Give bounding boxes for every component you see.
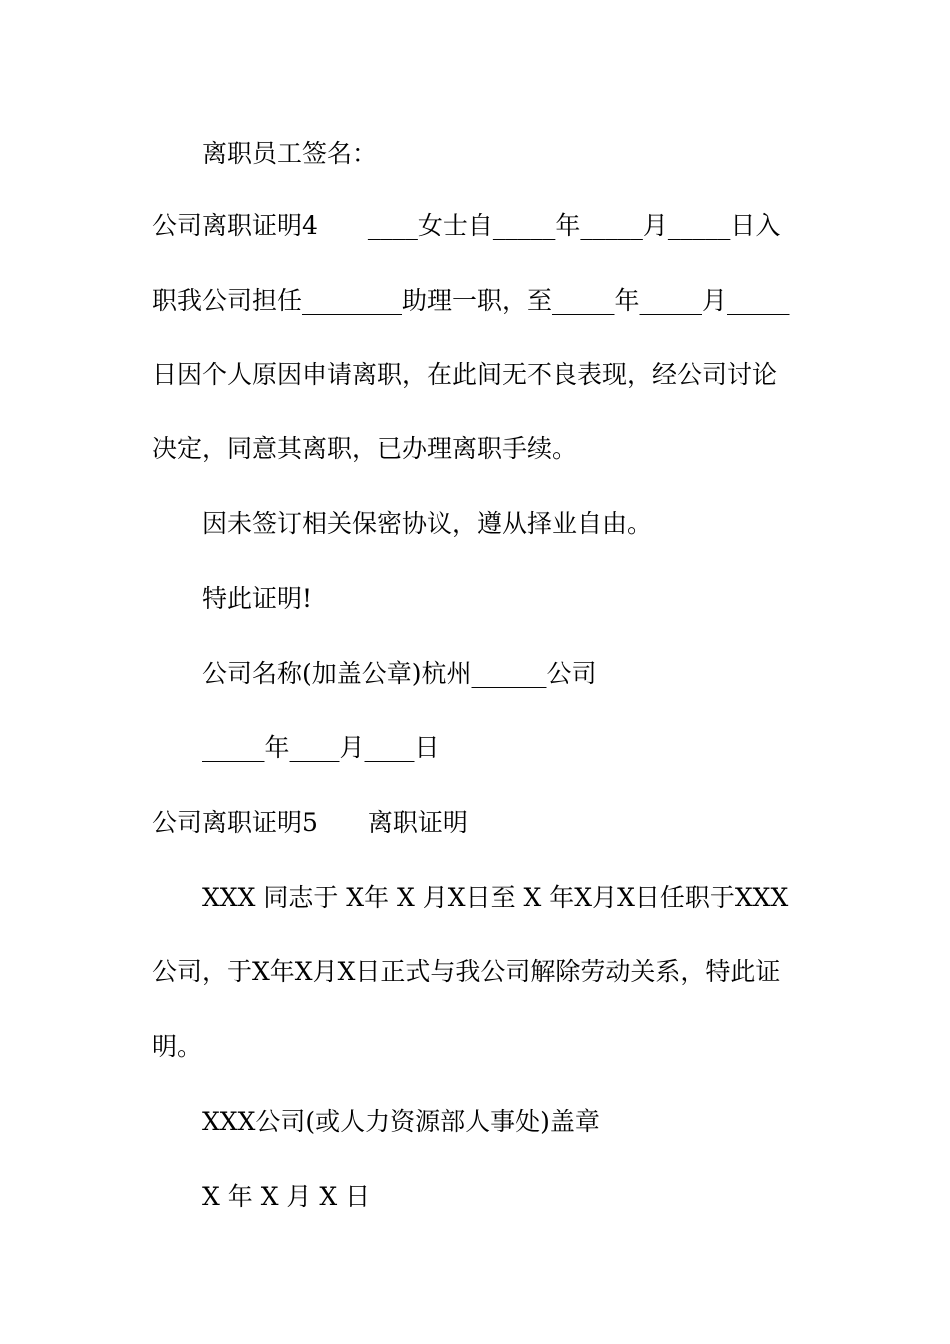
certification-statement: 特此证明! bbox=[202, 584, 313, 613]
certificate-4-body-line: 日因个人原因申请离职，在此间无不良表现，经公司讨论 bbox=[152, 360, 778, 389]
certificate-4-heading-line: 公司离职证明4 ____女士自_____年_____月_____日入 bbox=[152, 211, 781, 240]
date-line: X 年 X 月 X 日 bbox=[202, 1182, 371, 1211]
confidentiality-paragraph: 因未签订相关保密协议，遵从择业自由。 bbox=[202, 509, 653, 538]
company-seal-line: XXX公司(或人力资源部人事处)盖章 bbox=[202, 1107, 600, 1136]
certificate-5-heading-line: 公司离职证明5 离职证明 bbox=[152, 808, 468, 837]
certificate-4-body-line: 职我公司担任________助理一职，至_____年_____月_____ bbox=[152, 286, 790, 315]
certificate-5-body-line: 公司，于X年X月X日正式与我公司解除劳动关系，特此证 bbox=[152, 957, 781, 986]
company-name-seal-line: 公司名称(加盖公章)杭州______公司 bbox=[202, 659, 597, 688]
certificate-5-body-line: 明。 bbox=[152, 1032, 203, 1061]
date-line: _____年____月____日 bbox=[202, 733, 440, 762]
certificate-5-body-line: XXX 同志于 X年 X 月X日至 X 年X月X日任职于XXX bbox=[202, 883, 789, 912]
employee-signature-label: 离职员工签名： bbox=[202, 139, 378, 168]
certificate-4-body-line: 决定，同意其离职，已办理离职手续。 bbox=[152, 434, 578, 463]
